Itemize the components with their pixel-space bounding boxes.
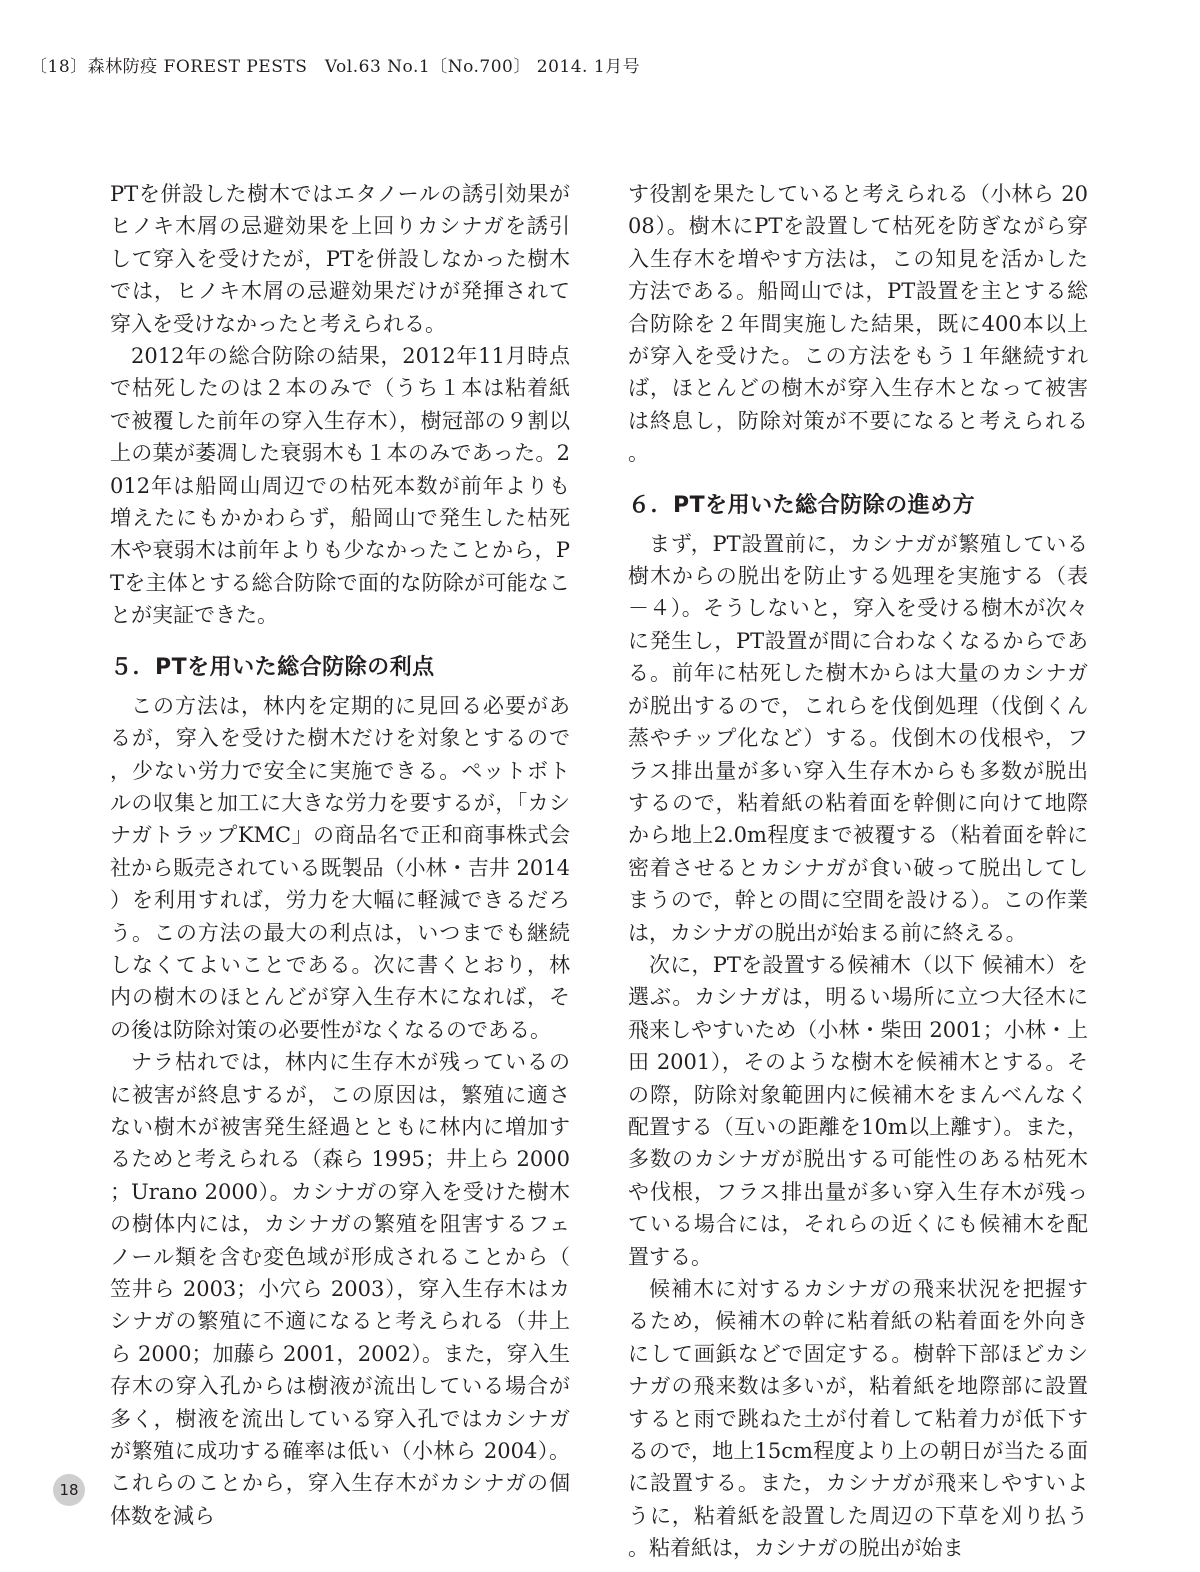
- right-column: [628, 178, 1088, 1565]
- section-heading-6: ６．PTを用いた総合防除の進め方: [628, 492, 976, 518]
- body-paragraph: まず，PT設置前に，カシナガが繁殖している樹木からの脱出を防止する処理を実施する（表－４）。そうしないと，穿入を受ける樹木が次々に発生し，PT設置が間に合わなくなるからである。前年に枯死した樹木からは大量のカシナガが脱出するので，これらを伐倒処理（伐倒くん蒸やチップ化など）する。伐倒木の伐根や，フラス排出量が多い穿入生存木からも多数が脱出するので，粘着紙の粘着面を幹側に向けて地際から地上2.0m程度まで被覆する（粘着面を幹に密着させるとカシナガが食い破って脱出してしまうので，幹との間に空間を設ける）。この作業は，カシナガの脱出が始まる前に終える。: [628, 531, 1088, 945]
- body-paragraph: 次に，PTを設置する候補木（以下 候補木）を選ぶ。カシナガは，明るい場所に立つ大径木に飛来しやすいため（小林・柴田 2001；小林・上田 2001），そのような樹木を候補木とする。その際，防除対象範囲内に候補木をまんべんなく配置する（互いの距離を10m以上離す）。また，多数のカシナガが脱出する可能性のある枯死木や伐根，フラス排出量が多い穿入生存木が残っている場合には，それらの近くにも候補木を配置する。: [628, 952, 1088, 1269]
- body-paragraph: ナラ枯れでは，林内に生存木が残っているのに被害が終息するが，この原因は，繁殖に適さない樹木が被害発生経過とともに林内に増加するためと考えられる（森ら 1995；井上ら 2000；Urano 2000）。カシナガの穿入を受けた樹木の樹体内には，カシナガの繁殖を阻害するフェノール類を含む変色域が形成されることから（笠井ら 2003；小穴ら 2003），穿入生存木はカシナガの繁殖に不適になると考えられる（井上ら 2000；加藤ら 2001，2002）。また，穿入生存木の穿入孔からは樹液が流出している場合が多く，樹液を流出している穿入孔ではカシナガが繁殖に成功する確率は低い（小林ら 2004）。これらのことから，穿入生存木がカシナガの個体数を減ら: [110, 1050, 570, 1528]
- body-paragraph: この方法は，林内を定期的に見回る必要があるが，穿入を受けた樹木だけを対象とするので，少ない労力で安全に実施できる。ペットボトルの収集と加工に大きな労力を要するが，「カシナガトラップKMC」の商品名で正和商事株式会社から販売されている既製品（小林・吉井 2014）を利用すれば，労力を大幅に軽減できるだろう。この方法の最大の利点は，いつまでも継続しなくてよいことである。次に書くとおり，林内の樹木のほとんどが穿入生存木になれば，その後は防除対策の必要性がなくなるのである。: [110, 693, 570, 1042]
- page-number: 18: [59, 1481, 79, 1499]
- body-paragraph: 候補木に対するカシナガの飛来状況を把握するため，候補木の幹に粘着紙の粘着面を外向きにして画鋲などで固定する。樹幹下部ほどカシナガの飛来数は多いが，粘着紙を地際部に設置すると雨で跳ねた土が付着して粘着力が低下するので，地上15cm程度より上の朝日が当たる面に設置する。また，カシナガが飛来しやすいように，粘着紙を設置した周辺の下草を刈り払う。粘着紙は，カシナガの脱出が始ま: [628, 1277, 1088, 1561]
- running-header: 〔18〕森林防疫 FOREST PESTS Vol.63 No.1〔No.700〕 2014. 1月号: [30, 57, 641, 77]
- body-paragraph: PTを併設した樹木ではエタノールの誘引効果がヒノキ木屑の忌避効果を上回りカシナガを誘引して穿入を受けたが，PTを併設しなかった樹木では，ヒノキ木屑の忌避効果だけが発揮されて穿入を受けなかったと考えられる。: [110, 182, 570, 336]
- page-number-badge: [53, 1474, 85, 1506]
- section-heading-5: ５．PTを用いた総合防除の利点: [110, 654, 435, 680]
- body-paragraph: 2012年の総合防除の結果，2012年11月時点で枯死したのは２本のみで（うち１本は粘着紙で被覆した前年の穿入生存木），樹冠部の９割以上の葉が萎凋した衰弱木も１本のみであった。2012年は船岡山周辺での枯死本数が前年よりも増えたにもかかわらず，船岡山で発生した枯死木や衰弱木は前年よりも少なかったことから，PTを主体とする総合防除で面的な防除が可能なことが実証できた。: [110, 344, 570, 628]
- left-column: [110, 178, 570, 1532]
- body-paragraph: す役割を果たしていると考えられる（小林ら 2008）。樹木にPTを設置して枯死を防ぎながら穿入生存木を増やす方法は，この知見を活かした方法である。船岡山では，PT設置を主とする総合防除を２年間実施した結果，既に400本以上が穿入を受けた。この方法をもう１年継続すれば，ほとんどの樹木が穿入生存木となって被害は終息し，防除対策が不要になると考えられる。: [628, 182, 1088, 466]
